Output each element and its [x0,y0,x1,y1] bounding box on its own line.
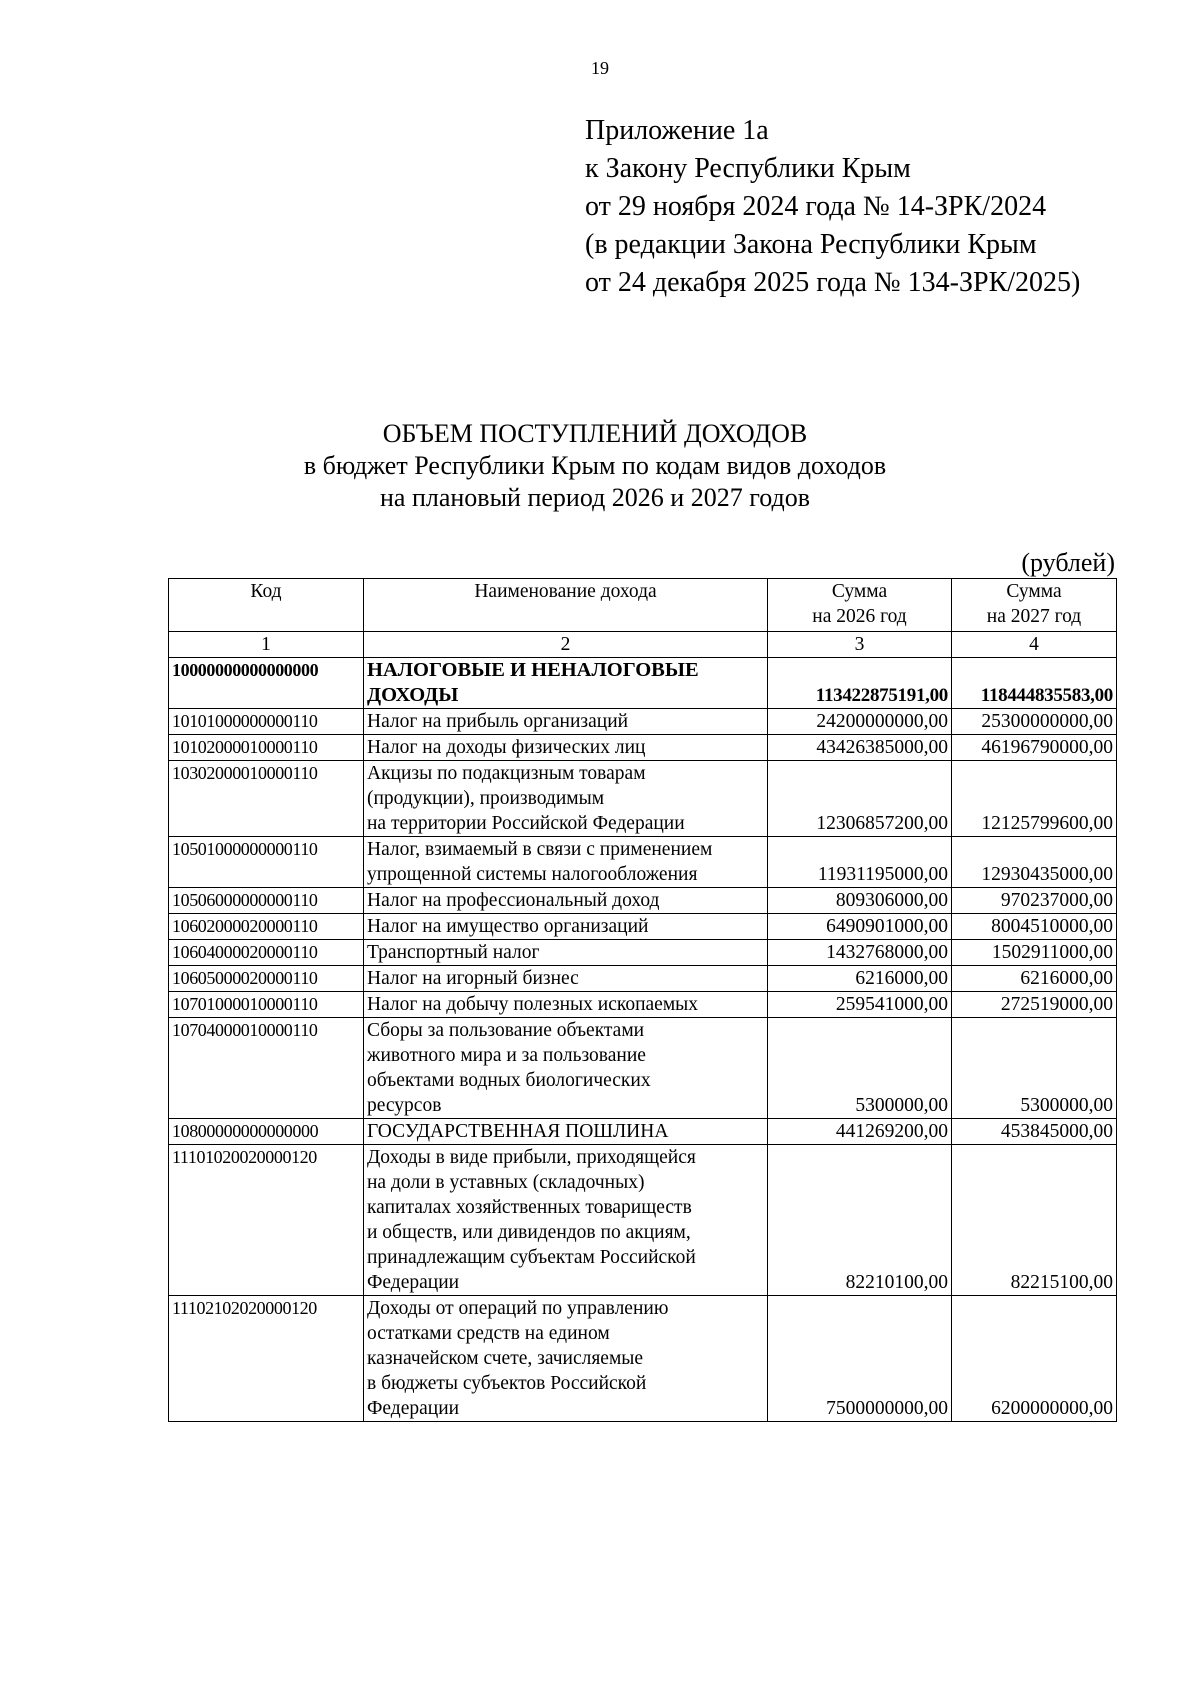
table-row [169,888,1117,914]
income-code: 11102102020000120 [169,1296,364,1422]
appendix-line: к Закону Республики Крым [585,153,911,184]
income-code: 10704000010000110 [169,1018,364,1119]
income-code: 10000000000000000 [169,658,364,709]
table-row [169,940,1117,966]
table-row [169,966,1117,992]
income-name [364,709,768,735]
income-code: 10800000000000000 [169,1119,364,1145]
income-name-line: и обществ, или дивидендов по акциям, [367,1222,691,1243]
income-name [364,658,768,709]
header-name: Наименование дохода [364,579,768,632]
amount-2027: 82215100,00 [952,1145,1117,1296]
amount-2026: 7500000000,00 [768,1296,952,1422]
income-name-line: на территории Российской Федерации [367,813,685,834]
amount-2027: 12930435000,00 [952,837,1117,888]
income-code: 10701000010000110 [169,992,364,1018]
income-name-line: ГОСУДАРСТВЕННАЯ ПОШЛИНА [367,1121,669,1142]
column-number: 2 [364,632,768,658]
amount-2027: 118444835583,00 [952,658,1117,709]
income-code: 10605000020000110 [169,966,364,992]
table-row [169,837,1117,888]
income-name-line: Транспортный налог [367,942,540,963]
income-name-line: капиталах хозяйственных товариществ [367,1197,692,1218]
income-name [364,837,768,888]
table-row [169,709,1117,735]
income-name-line: на доли в уставных (складочных) [367,1172,645,1193]
amount-2027: 6200000000,00 [952,1296,1117,1422]
income-name-line: остатками средств на едином [367,1323,610,1344]
amount-2026: 6490901000,00 [768,914,952,940]
unit-note: (рублей) [1021,548,1115,577]
income-name [364,966,768,992]
income-name-line: упрощенной системы налогообложения [367,864,698,885]
amount-2026: 11931195000,00 [768,837,952,888]
amount-2027: 6216000,00 [952,966,1117,992]
header-sum-2026 [768,579,952,632]
income-code: 10602000020000110 [169,914,364,940]
income-name-line: животного мира и за пользование [367,1045,646,1066]
income-code: 11101020020000120 [169,1145,364,1296]
amount-2026: 12306857200,00 [768,761,952,837]
income-code: 10604000020000110 [169,940,364,966]
income-name [364,914,768,940]
header-sum-2027 [952,579,1117,632]
title-line: на плановый период 2026 и 2027 годов [380,483,810,512]
amount-2026: 6216000,00 [768,966,952,992]
income-name [364,1119,768,1145]
income-name-line: Сборы за пользование объектами [367,1020,645,1041]
table-row [169,658,1117,709]
column-number: 4 [952,632,1117,658]
title-line: в бюджет Республики Крым по кодам видов доходов [303,451,887,480]
amount-2026: 82210100,00 [768,1145,952,1296]
income-name [364,992,768,1018]
table-row [169,1145,1117,1296]
appendix-line: от 24 декабря 2025 года № 134-ЗРК/2025) [585,267,1081,298]
amount-2027: 272519000,00 [952,992,1117,1018]
table-header-row [169,579,1117,632]
income-name [364,761,768,837]
header-text: на 2026 год [812,606,907,627]
column-number: 3 [768,632,952,658]
income-name-line: Налог на профессиональный доход [367,890,660,911]
table-row [169,1296,1117,1422]
income-code: 10302000010000110 [169,761,364,837]
table-row [169,735,1117,761]
header-text: Сумма [831,581,888,602]
income-name-line: в бюджеты субъектов Российской [367,1373,647,1394]
income-name-line: казначейском счете, зачисляемые [367,1348,644,1369]
income-name-line: Федерации [367,1398,460,1419]
income-name-line: объектами водных биологических [367,1070,651,1091]
amount-2027: 12125799600,00 [952,761,1117,837]
income-name-line: НАЛОГОВЫЕ И НЕНАЛОГОВЫЕ [367,659,699,681]
header-code: Код [169,579,364,632]
income-name [364,1296,768,1422]
income-name-line: ДОХОДЫ [367,684,459,706]
income-name-line: Федерации [367,1272,460,1293]
amount-2026: 809306000,00 [768,888,952,914]
table-row [169,992,1117,1018]
table-row [169,914,1117,940]
amount-2027: 453845000,00 [952,1119,1117,1145]
amount-2027: 1502911000,00 [952,940,1117,966]
revenue-table [168,578,1117,1422]
page-number: 19 [591,58,609,78]
appendix-line: от 29 ноября 2024 года № 14-ЗРК/2024 [585,191,1047,222]
amount-2026: 113422875191,00 [768,658,952,709]
amount-2027: 8004510000,00 [952,914,1117,940]
income-name-line: Доходы от операций по управлению [367,1298,669,1319]
header-text: на 2027 год [986,606,1082,627]
income-name-line: ресурсов [367,1095,442,1116]
income-name-line: Налог на доходы физических лиц [367,737,646,758]
amount-2027: 970237000,00 [952,888,1117,914]
table-row [169,761,1117,837]
income-name-line: Акцизы по подакцизным товарам [367,763,646,784]
title-line: ОБЪЕМ ПОСТУПЛЕНИЙ ДОХОДОВ [382,419,808,448]
appendix-reference [585,112,1080,302]
column-number-row [169,632,1117,658]
income-name-line: Доходы в виде прибыли, приходящейся [367,1147,696,1168]
income-code: 10501000000000110 [169,837,364,888]
income-name [364,1145,768,1296]
income-name-line: Налог на имущество организаций [367,916,649,937]
income-name-line: Налог, взимаемый в связи с применением [367,839,713,860]
income-name-line: (продукции), производимым [367,788,605,809]
amount-2026: 259541000,00 [768,992,952,1018]
amount-2026: 5300000,00 [768,1018,952,1119]
amount-2026: 441269200,00 [768,1119,952,1145]
income-code: 10101000000000110 [169,709,364,735]
table-row [169,1018,1117,1119]
income-name [364,735,768,761]
amount-2027: 25300000000,00 [952,709,1117,735]
amount-2027: 5300000,00 [952,1018,1117,1119]
income-code: 10506000000000110 [169,888,364,914]
amount-2026: 24200000000,00 [768,709,952,735]
column-number: 1 [169,632,364,658]
income-code: 10102000010000110 [169,735,364,761]
income-name-line: Налог на добычу полезных ископаемых [367,994,699,1015]
table-row [169,1119,1117,1145]
document-title [0,418,1200,514]
income-name-line: принадлежащим субъектам Российской [367,1247,696,1268]
appendix-line: (в редакции Закона Республики Крым [585,229,1037,260]
amount-2027: 46196790000,00 [952,735,1117,761]
header-text: Сумма [1006,581,1062,602]
income-name [364,888,768,914]
income-name [364,1018,768,1119]
income-name-line: Налог на прибыль организаций [367,711,629,732]
income-name [364,940,768,966]
amount-2026: 1432768000,00 [768,940,952,966]
amount-2026: 43426385000,00 [768,735,952,761]
income-name-line: Налог на игорный бизнес [367,968,579,989]
appendix-line: Приложение 1а [585,115,769,146]
